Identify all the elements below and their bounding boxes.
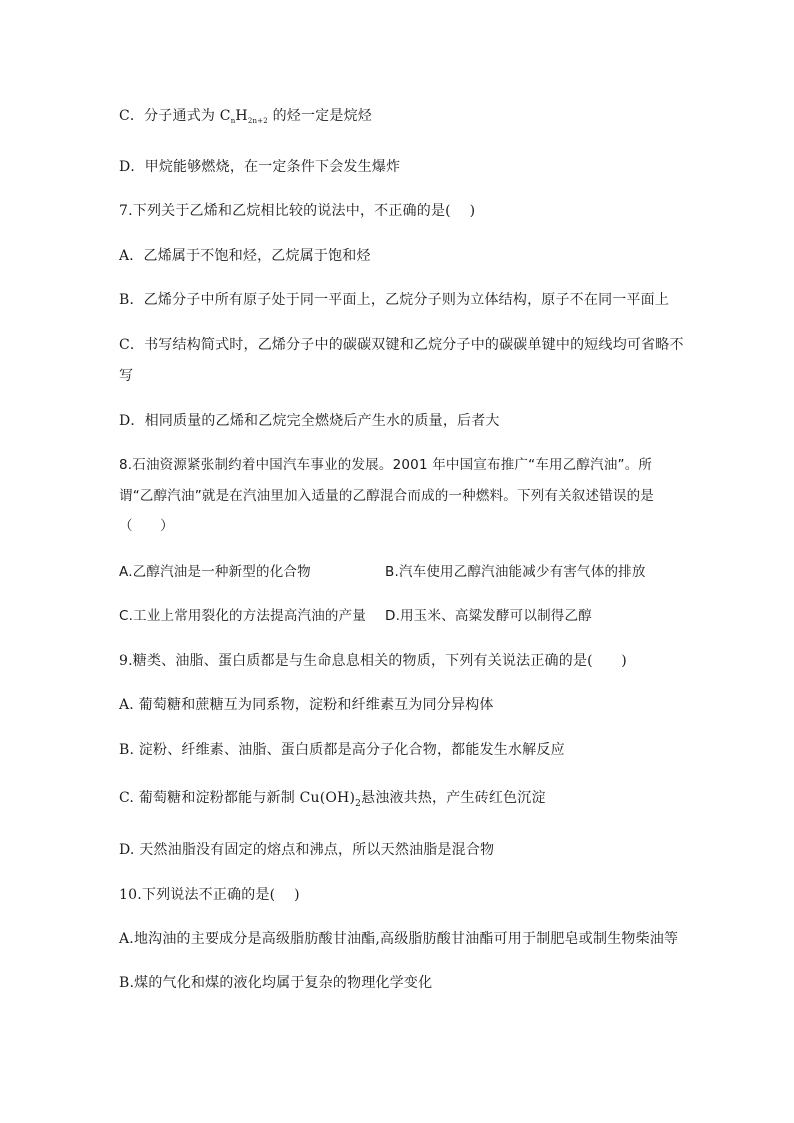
q9-c-prefix: C. 葡萄糖和淀粉都能与新制 Cu(OH) — [119, 790, 356, 806]
q8-option-c: C.工业上常用裂化的方法提高汽油的产量 — [119, 608, 367, 624]
q7-option-d: D．相同质量的乙烯和乙烷完全燃烧后产生水的质量，后者大 — [119, 413, 500, 429]
q6-option-d: D．甲烷能够燃烧，在一定条件下会发生爆炸 — [119, 159, 401, 175]
q6-c-suffix: 的烃一定是烷烃 — [267, 108, 372, 124]
q7-option-c-line2: 写 — [119, 368, 134, 384]
q6-c-prefix: C．分子通式为 C — [119, 108, 231, 124]
q7-stem: 7.下列关于乙烯和乙烷相比较的说法中，不正确的是( ) — [119, 203, 476, 219]
q8-stem-line1: 8.石油资源紧张制约着中国汽车事业的发展。2001 年中国宣布推广“车用乙醇汽油”。所 — [119, 457, 653, 473]
q9-c-sub: 2 — [355, 799, 362, 809]
q10-option-b: B.煤的气化和煤的液化均属于复杂的物理化学变化 — [119, 975, 433, 991]
q8-stem-line2: 谓“乙醇汽油”就是在汽油里加入适量的乙醇混合而成的一种燃料。下列有关叙述错误的是 — [119, 488, 654, 504]
q9-stem: 9.糖类、油脂、蛋白质都是与生命息息相关的物质，下列有关说法正确的是( ) — [119, 653, 627, 669]
q8-option-d: D.用玉米、高粱发酵可以制得乙醇 — [385, 608, 592, 624]
q9-option-a: A. 葡萄糖和蔗糖互为同系物，淀粉和纤维素互为同分异构体 — [119, 697, 494, 713]
q10-option-a: A.地沟油的主要成分是高级脂肪酸甘油酯,高级脂肪酸甘油酯可用于制肥皂或制生物柴油等 — [119, 931, 679, 947]
q8-options-row2 — [119, 606, 679, 626]
q9-option-d: D. 天然油脂没有固定的熔点和沸点，所以天然油脂是混合物 — [119, 842, 495, 858]
q7-option-b: B．乙烯分子中所有原子处于同一平面上，乙烷分子则为立体结构，原子不在同一平面上 — [119, 292, 670, 308]
q6-c-sub-n: n — [230, 117, 236, 125]
q6-c-h: H — [235, 108, 248, 124]
q10-stem: 10.下列说法不正确的是( ) — [119, 887, 300, 903]
q9-c-suffix: 悬浊液共热，产生砖红色沉淀 — [361, 790, 546, 806]
q8-stem-line3: （ ） — [119, 518, 174, 534]
q8-options-row1 — [119, 562, 679, 582]
q9-option-b: B. 淀粉、纤维素、油脂、蛋白质都是高分子化合物，都能发生水解反应 — [119, 742, 565, 758]
q7-option-a: A．乙烯属于不饱和烃，乙烷属于饱和烃 — [119, 248, 371, 264]
q9-option-c — [119, 788, 546, 810]
q8-option-b: B.汽车使用乙醇汽油能减少有害气体的排放 — [385, 564, 646, 580]
q7-option-c-line1: C．书写结构简式时，乙烯分子中的碳碳双键和乙烷分子中的碳碳单键中的短线均可省略不 — [119, 337, 684, 353]
q6-c-sub-2n: 2n+2 — [247, 117, 268, 125]
q8-option-a: A.乙醇汽油是一种新型的化合物 — [119, 564, 311, 580]
q6-option-c — [119, 106, 372, 128]
